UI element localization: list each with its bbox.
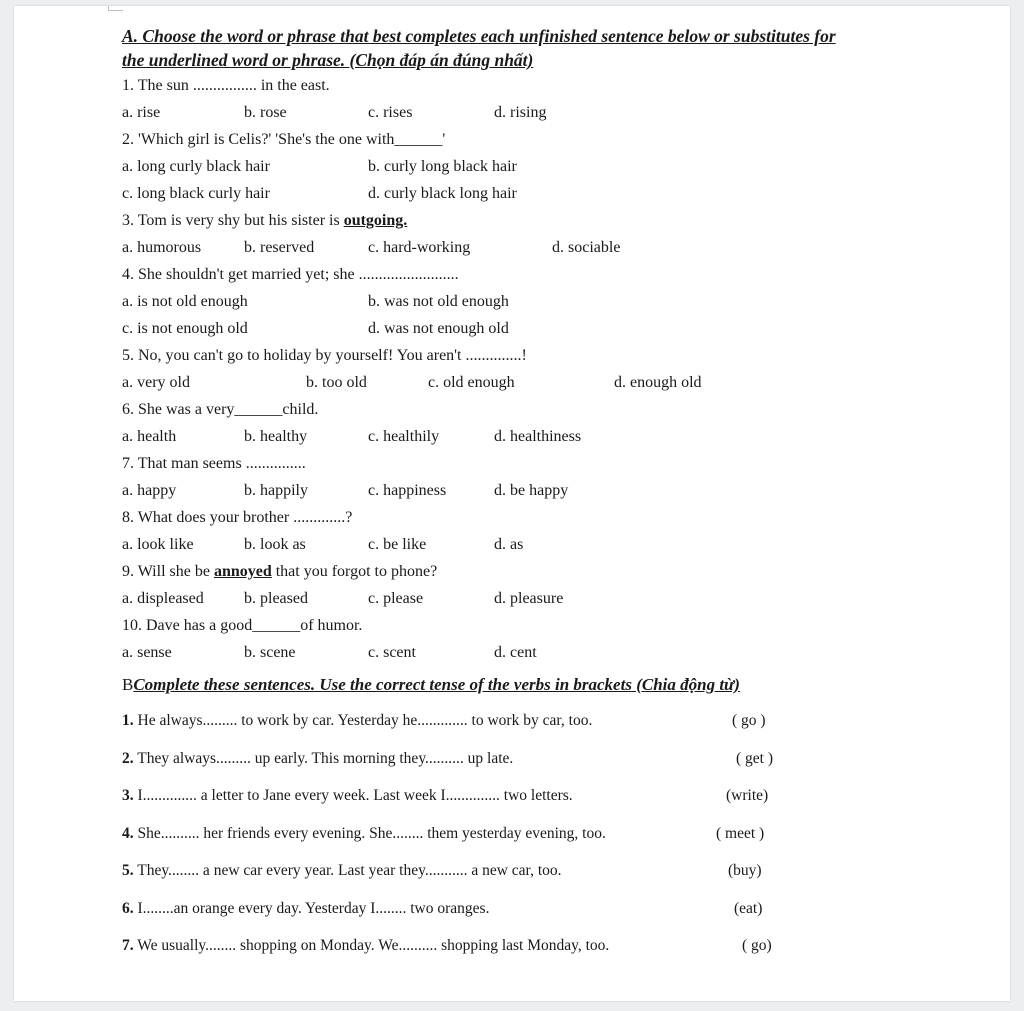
option-d: d. curly black long hair bbox=[368, 185, 517, 202]
option-d: d. healthiness bbox=[494, 428, 582, 445]
verb-sentence-5 bbox=[122, 852, 1002, 890]
question-2-options-row1 bbox=[122, 153, 1002, 180]
sentence-number: 4. bbox=[122, 824, 134, 842]
worksheet-page bbox=[14, 6, 1010, 1001]
option-a: a. sense bbox=[122, 644, 172, 661]
part-a-title-line2: the underlined word or phrase. (Chọn đáp án đúng nhất) bbox=[122, 50, 534, 70]
option-b: b. curly long black hair bbox=[368, 158, 517, 175]
part-b-title bbox=[122, 672, 1002, 702]
option-a: a. displeased bbox=[122, 590, 204, 607]
question-3 bbox=[122, 207, 1002, 234]
option-a: a. happy bbox=[122, 482, 177, 499]
option-d: d. pleasure bbox=[494, 590, 564, 607]
sentence-number: 1. bbox=[122, 712, 134, 729]
sentence-number: 3. bbox=[122, 787, 134, 804]
option-b: b. happily bbox=[244, 482, 308, 499]
question-6-options bbox=[122, 423, 1002, 450]
option-c: c. rises bbox=[368, 104, 413, 121]
sentence-number: 7. bbox=[122, 937, 134, 954]
question-5-text: 5. No, you can't go to holiday by yourself! You aren't bbox=[122, 347, 466, 364]
question-1-blank: ................ bbox=[192, 77, 257, 94]
verb-sentence-7 bbox=[122, 927, 1002, 965]
sentence-number: 6. bbox=[122, 899, 134, 917]
question-2-blank: ______ bbox=[394, 131, 443, 148]
question-2-options-row2 bbox=[122, 180, 1002, 207]
verb-in-brackets: ( go ) bbox=[732, 712, 766, 729]
question-2-text: 2. 'Which girl is Celis?' 'She's the one with bbox=[122, 131, 395, 148]
sentence-text: I........an orange every day. Yesterday I........ two oranges. bbox=[133, 899, 490, 917]
question-8-options bbox=[122, 531, 1002, 558]
question-5 bbox=[122, 342, 1002, 369]
question-10-options bbox=[122, 639, 1002, 666]
question-1-text: 1. The sun bbox=[122, 77, 193, 94]
sentence-text: She.......... her friends every evening. She........ them yesterday evening, too. bbox=[133, 824, 606, 842]
question-10-blank: ______ bbox=[252, 617, 301, 634]
question-9 bbox=[122, 558, 1002, 585]
option-a: a. is not old enough bbox=[122, 293, 248, 310]
option-a: a. rise bbox=[122, 104, 161, 121]
question-9-options bbox=[122, 585, 1002, 612]
verb-in-brackets: (write) bbox=[726, 787, 769, 804]
option-c: c. hard-working bbox=[368, 239, 471, 256]
question-1-text-end: in the east. bbox=[256, 77, 330, 94]
option-c: c. please bbox=[368, 590, 424, 607]
verb-sentence-3 bbox=[122, 777, 1002, 815]
question-6-text: 6. She was a very bbox=[122, 401, 235, 418]
option-a: a. health bbox=[122, 428, 177, 445]
option-a: a. humorous bbox=[122, 239, 202, 256]
option-b: b. reserved bbox=[244, 239, 315, 256]
option-b: b. pleased bbox=[244, 590, 308, 607]
option-b: b. healthy bbox=[244, 428, 308, 445]
question-3-options bbox=[122, 234, 1002, 261]
question-4-blank: ......................... bbox=[358, 266, 459, 283]
question-10-text: 10. Dave has a good bbox=[122, 617, 253, 634]
verb-sentence-6 bbox=[122, 890, 1002, 928]
sentence-text: He always......... to work by car. Yesterday he............. to work by car, too. bbox=[133, 712, 593, 729]
question-4-options-row2 bbox=[122, 315, 1002, 342]
question-9-text-end: that you forgot to phone? bbox=[271, 563, 438, 580]
sentence-number: 5. bbox=[122, 862, 134, 879]
option-c: c. old enough bbox=[428, 374, 515, 391]
option-d: d. enough old bbox=[614, 374, 702, 391]
verb-sentence-1 bbox=[122, 702, 1002, 740]
option-c: c. happiness bbox=[368, 482, 447, 499]
question-7-options bbox=[122, 477, 1002, 504]
option-a: a. very old bbox=[122, 374, 190, 391]
sentence-text: They always......... up early. This morning they.......... up late. bbox=[133, 749, 514, 767]
verb-sentence-4 bbox=[122, 815, 1002, 853]
question-7-blank: ............... bbox=[245, 455, 306, 472]
question-5-blank: .............. bbox=[465, 347, 522, 364]
question-8-text-end: ? bbox=[345, 509, 353, 526]
option-d: d. be happy bbox=[494, 482, 569, 499]
question-4-options-row1 bbox=[122, 288, 1002, 315]
option-c: c. be like bbox=[368, 536, 427, 553]
option-d: d. rising bbox=[494, 104, 547, 121]
question-4 bbox=[122, 261, 1002, 288]
option-d: d. cent bbox=[494, 644, 537, 661]
question-1 bbox=[122, 72, 1002, 99]
part-b-letter: B bbox=[122, 675, 134, 694]
option-c: c. scent bbox=[368, 644, 416, 661]
question-8-blank: ............. bbox=[293, 509, 346, 526]
option-b: b. too old bbox=[306, 374, 367, 391]
option-b: b. was not old enough bbox=[368, 293, 509, 310]
question-8-text: 8. What does your brother bbox=[122, 509, 294, 526]
sentence-text: They........ a new car every year. Last year they........... a new car, too. bbox=[133, 862, 562, 879]
question-9-text: 9. Will she be bbox=[122, 563, 214, 580]
question-6-text-end: child. bbox=[282, 401, 319, 418]
question-6-blank: ______ bbox=[234, 401, 283, 418]
option-d: d. sociable bbox=[552, 239, 621, 256]
option-a: a. look like bbox=[122, 536, 194, 553]
question-1-options bbox=[122, 99, 1002, 126]
question-8 bbox=[122, 504, 1002, 531]
sentence-number: 2. bbox=[122, 749, 134, 767]
sentence-text: I.............. a letter to Jane every week. Last week I.............. two letters. bbox=[133, 787, 573, 804]
option-b: b. look as bbox=[244, 536, 306, 553]
question-10 bbox=[122, 612, 1002, 639]
option-b: b. scene bbox=[244, 644, 296, 661]
question-5-text-end: ! bbox=[521, 347, 527, 364]
part-b-instructions: Complete these sentences. Use the correct tense of the verbs in brackets (Chia động từ) bbox=[133, 675, 740, 694]
question-2-text-end: ' bbox=[442, 131, 446, 148]
part-a-title-line1: A. Choose the word or phrase that best completes each unfinished sentence below or substitutes for bbox=[122, 26, 836, 46]
worksheet-content bbox=[122, 24, 1002, 965]
question-6 bbox=[122, 396, 1002, 423]
verb-sentence-2 bbox=[122, 740, 1002, 778]
question-7 bbox=[122, 450, 1002, 477]
option-c: c. long black curly hair bbox=[122, 185, 270, 202]
question-7-text: 7. That man seems bbox=[122, 455, 246, 472]
verb-in-brackets: (eat) bbox=[734, 899, 763, 917]
option-d: d. was not enough old bbox=[368, 320, 509, 337]
option-b: b. rose bbox=[244, 104, 287, 121]
question-3-underlined-word: outgoing. bbox=[343, 212, 408, 229]
option-c: c. healthily bbox=[368, 428, 440, 445]
verb-in-brackets: ( go) bbox=[742, 937, 772, 954]
verb-in-brackets: ( meet ) bbox=[716, 824, 765, 842]
sentence-text: We usually........ shopping on Monday. We.......... shopping last Monday, too. bbox=[133, 937, 610, 954]
verb-in-brackets: ( get ) bbox=[736, 749, 774, 767]
question-3-text: 3. Tom is very shy but his sister is bbox=[122, 212, 344, 229]
verb-in-brackets: (buy) bbox=[728, 862, 762, 879]
question-5-options bbox=[122, 369, 1002, 396]
option-c: c. is not enough old bbox=[122, 320, 248, 337]
option-a: a. long curly black hair bbox=[122, 158, 270, 175]
question-9-underlined-word: annoyed bbox=[213, 563, 272, 580]
question-2 bbox=[122, 126, 1002, 153]
question-4-text: 4. She shouldn't get married yet; she bbox=[122, 266, 359, 283]
option-d: d. as bbox=[494, 536, 524, 553]
question-10-text-end: of humor. bbox=[300, 617, 363, 634]
page-corner-mark bbox=[108, 6, 123, 11]
